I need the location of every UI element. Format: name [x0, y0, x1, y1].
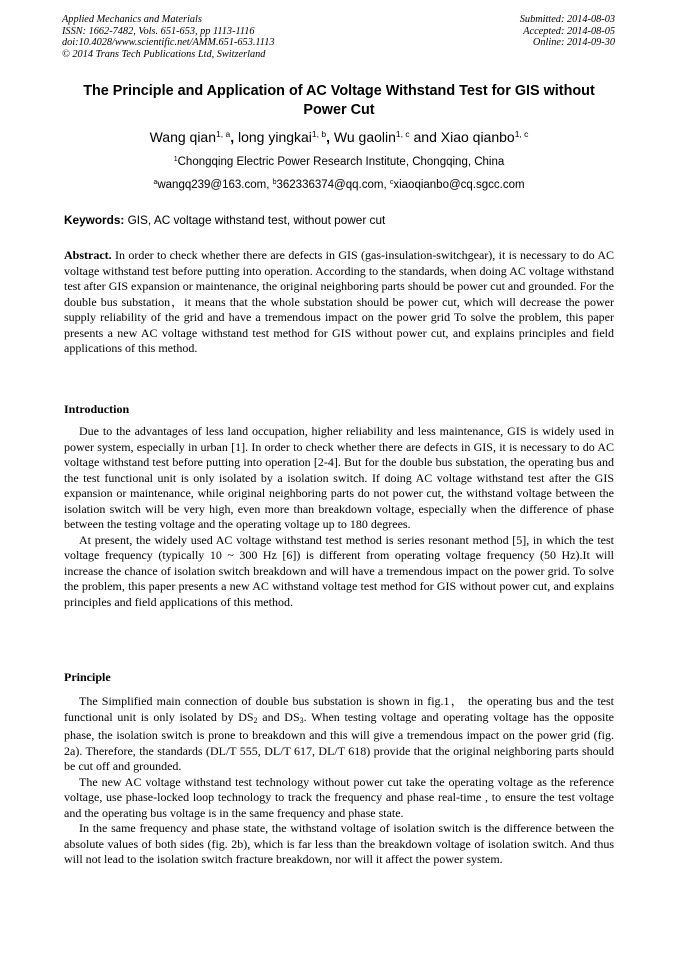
email-mark: a	[153, 179, 158, 186]
submitted-date: Submitted: 2014-08-03	[519, 14, 615, 25]
paragraph: In the same frequency and phase state, the withstand voltage of isolation switch is the difference between the absolute values of both sides (fig. 2b), which is far less than the breakdown voltage of isolation switch. And thus will not lead to the isolation switch fracture breakdown, nor will it affect the power system.	[64, 821, 614, 866]
paragraph-text: . When testing voltage and operating voltage has the opposite phase, the isolation switch is prone to breakdown and this will give a tremendous impact on the power grid (fig. 2a). Therefore, the standards (DL/T 555, DL/T 617, DL/T 618) provide that the original neighboring parts should be cut off and grounded.	[64, 709, 614, 773]
subscript: 3	[299, 715, 304, 725]
author-affil-mark: 1, b	[311, 129, 327, 139]
paragraph: The new AC voltage withstand test technology without power cut take the operating voltage as the reference voltage, use phase-locked loop technology to track the frequency and phase real-time , to ensure the test voltage and the operating bus voltage is in the same frequency and phase state.	[64, 774, 614, 820]
subscript: 2	[253, 715, 258, 725]
copyright-line: © 2014 Trans Tech Publications Ltd, Switzerland	[62, 48, 266, 60]
dates-header	[520, 14, 615, 49]
abstract-label: Abstract.	[64, 248, 112, 262]
email-separator: ,	[383, 179, 390, 191]
journal-header	[62, 14, 275, 60]
paragraph	[64, 694, 614, 775]
author-separator: ,	[326, 129, 334, 145]
introduction-heading: Introduction	[64, 402, 130, 416]
journal-name: Applied Mechanics and Materials	[62, 14, 202, 25]
author-affil-mark: 1, c	[514, 129, 529, 139]
principle-heading: Principle	[64, 670, 111, 684]
email-address[interactable]: 362336374@qq.com	[276, 179, 384, 191]
author-name: Wang qian	[149, 129, 217, 145]
keywords	[64, 213, 385, 227]
author-affil-mark: 1, c	[395, 129, 410, 139]
affiliation-mark: 1	[173, 156, 178, 163]
introduction-body	[64, 424, 614, 610]
email-address[interactable]: wangq239@163.com	[157, 179, 267, 191]
affiliation	[0, 156, 678, 168]
author-separator: and	[409, 129, 441, 145]
email-mark: c	[389, 179, 394, 186]
keywords-label: Keywords:	[64, 213, 125, 227]
author-name: Wu gaolin	[333, 129, 396, 145]
email-list	[0, 179, 678, 191]
email-mark: b	[272, 179, 277, 186]
affiliation-text: Chongqing Electric Power Research Institute, Chongqing, China	[177, 156, 505, 168]
paragraph-text: The Simplified main connection of double bus substation is shown in fig.1， the operating bus and the test functional unit is only isolated by DS	[64, 694, 614, 724]
author-name: Xiao qianbo	[440, 129, 515, 145]
principle-body	[64, 694, 614, 868]
abstract	[64, 248, 614, 357]
email-address[interactable]: xiaoqianbo@cq.sgcc.com	[393, 179, 525, 191]
paragraph: At present, the widely used AC voltage withstand test method is series resonant method [5], in which the test voltage frequency (typically 10 ~ 300 Hz [6]) is different from operating voltage frequency (50 Hz).It will increase the chance of isolation switch breakdown and will have a tremendous impact on the power grid. To solve the problem, this paper presents a new AC withstand voltage test method for GIS without power cut, and explains principles and field applications of this method.	[64, 532, 614, 609]
paragraph: Due to the advantages of less land occupation, higher reliability and less maintenance, GIS is widely used in power system, especially in urban [1]. In order to check whether there are defects in GIS, it is necessary to do AC voltage withstand test before putting into operation [2-4]. But for the double bus substation, the operating bus and the test functional unit is only isolated by a isolation switch. If doing AC voltage withstand test after the GIS expansion or maintenance, while original neighboring parts do not power cut, the withstand voltage between the isolation switch will be very high, even more than breakdown voltage, especially when the difference of phase between the testing voltage and the operating voltage up to 180 degrees.	[64, 424, 614, 531]
author-name: long yingkai	[237, 129, 312, 145]
paragraph-text: and DS	[257, 709, 300, 724]
author-affil-mark: 1, a	[216, 129, 231, 139]
online-date: Online: 2014-09-30	[532, 37, 615, 49]
keywords-text: GIS, AC voltage withstand test, without power cut	[127, 213, 386, 227]
issn-line: ISSN: 1662-7482, Vols. 651-653, pp 1113-1116	[62, 25, 255, 37]
paper-title: The Principle and Application of AC Voltage Withstand Test for GIS without Power Cut	[83, 83, 595, 118]
email-separator: ,	[266, 179, 273, 191]
accepted-date: Accepted: 2014-08-05	[523, 25, 615, 37]
author-separator: ,	[230, 129, 238, 145]
author-list	[0, 129, 678, 145]
abstract-text: In order to check whether there are defects in GIS (gas-insulation-switchgear), it is necessary to do AC voltage withstand test before putting into operation. According to the standards, when doing AC voltage withstand test after GIS expansion or maintenance, the original neighboring parts should be power cut and grounded. For the double bus substation，it means that the whole substation should be power cut, which will decrease the power supply reliability of the grid and have a tremendous impact on the power grid To solve the problem, this paper presents a new AC voltage withstand test method for GIS without power cut, and explains principles and field applications of this method.	[64, 248, 614, 355]
doi-line[interactable]: doi:10.4028/www.scientific.net/AMM.651-653.1113	[62, 37, 275, 49]
